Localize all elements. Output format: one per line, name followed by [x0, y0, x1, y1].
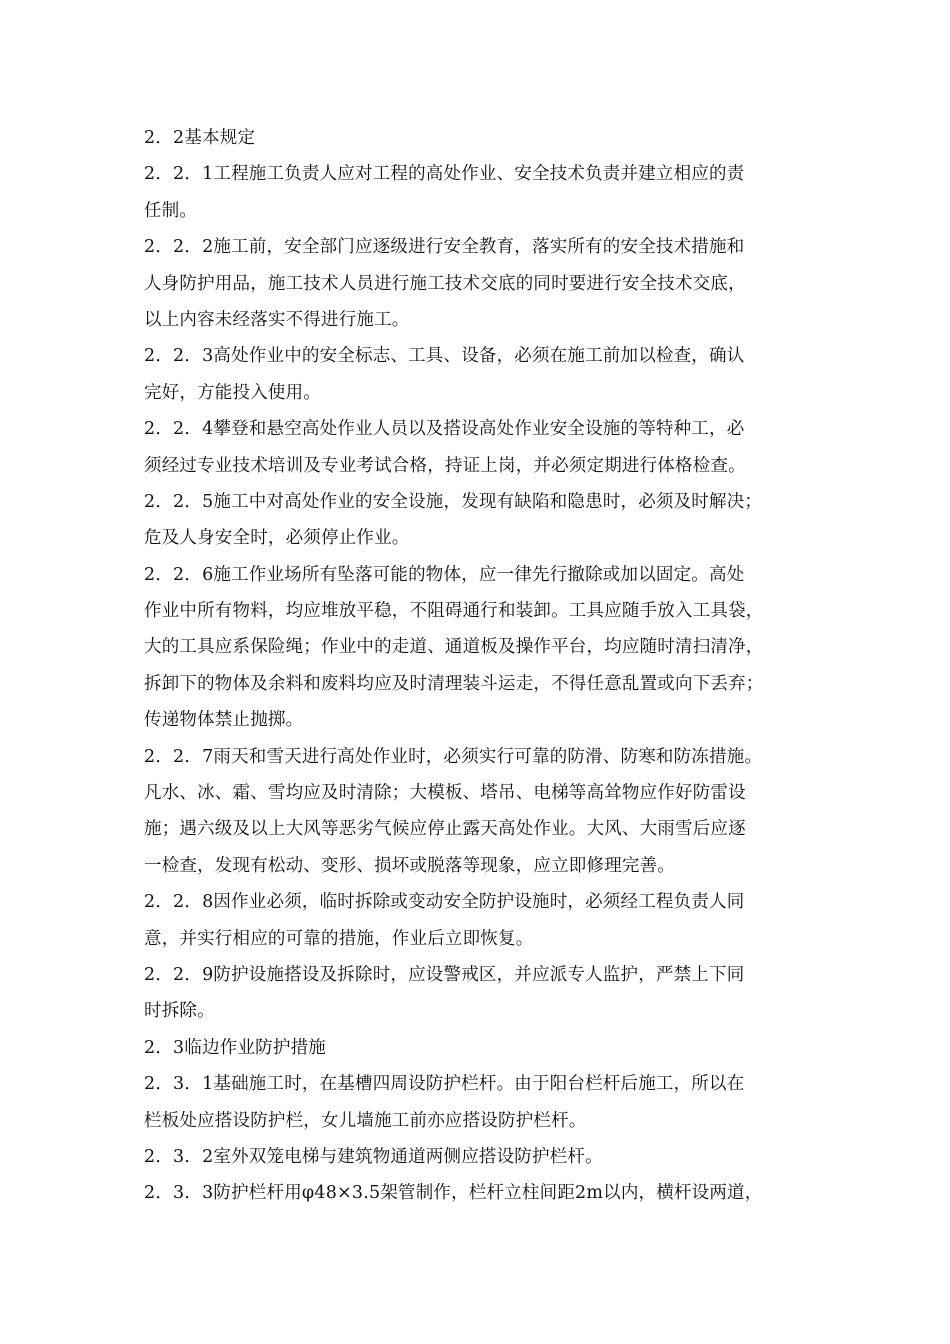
text-line: 2．2．1工程施工负责人应对工程的高处作业、安全技术负责并建立相应的责	[144, 164, 745, 185]
text-line: 凡水、冰、霜、雪均应及时清除；大模板、塔吊、电梯等高耸物应作好防雷设	[144, 783, 746, 804]
text-line: 一检查，发现有松动、变形、损坏或脱落等现象，应立即修理完善。	[144, 855, 675, 876]
text-line: 2．2．7雨天和雪天进行高处作业时，必须实行可靠的防滑、防寒和防冻措施。	[144, 746, 763, 767]
text-line: 大的工具应系保险绳；作业中的走道、通道板及操作平台，均应随时清扫清净，	[144, 637, 764, 658]
text-line: 2．2．5施工中对高处作业的安全设施，发现有缺陷和隐患时，必须及时解决；	[144, 491, 763, 512]
text-line: 2．2．4攀登和悬空高处作业人员以及搭设高处作业安全设施的等特种工，必	[144, 419, 745, 440]
text-line: 拆卸下的物体及余料和废料均应及时清理装斗运走，不得任意乱置或向下丢弃；	[144, 673, 764, 694]
text-line: 2．2．8因作业必须，临时拆除或变动安全防护设施时，必须经工程负责人同	[144, 892, 745, 913]
text-line: 须经过专业技术培训及专业考试合格，持证上岗，并必须定期进行体格检查。	[144, 455, 746, 476]
text-line: 作业中所有物料，均应堆放平稳，不阻碍通行和装卸。工具应随手放入工具袋，	[144, 601, 764, 622]
text-line: 危及人身安全时，必须停止作业。	[144, 528, 410, 549]
text-line: 2．3．1基础施工时，在基槽四周设防护栏杆。由于阳台栏杆后施工，所以在	[144, 1074, 745, 1095]
text-line: 2．3．3防护栏杆用φ48×3.5架管制作，栏杆立柱间距2m以内，横杆设两道，	[144, 1183, 763, 1204]
text-line: 传递物体禁止抛掷。	[144, 710, 304, 731]
text-line: 2．2．9防护设施搭设及拆除时，应设警戒区，并应派专人监护，严禁上下同	[144, 964, 745, 985]
section-heading: 2．3临边作业防护措施	[144, 1037, 326, 1058]
text-line: 施；遇六级及以上大风等恶劣气候应停止露天高处作业。大风、大雨雪后应逐	[144, 819, 746, 840]
text-line: 2．2．3高处作业中的安全标志、工具、设备，必须在施工前加以检查，确认	[144, 346, 745, 367]
text-line: 2．3．2室外双笼电梯与建筑物通道两侧应搭设防护栏杆。	[144, 1146, 603, 1167]
text-line: 2．2．2施工前，安全部门应逐级进行安全教育，落实所有的安全技术措施和	[144, 237, 745, 258]
text-line: 2．2．6施工作业场所有坠落可能的物体，应一律先行撤除或加以固定。高处	[144, 564, 745, 585]
text-line: 以上内容未经落实不得进行施工。	[144, 309, 410, 330]
text-line: 时拆除。	[144, 1001, 215, 1022]
section-heading: 2．2基本规定	[144, 128, 256, 148]
text-line: 任制。	[144, 200, 198, 221]
text-line: 栏板处应搭设防护栏，女儿墙施工前亦应搭设防护栏杆。	[144, 1110, 587, 1131]
text-line: 意，并实行相应的可靠的措施，作业后立即恢复。	[144, 928, 534, 949]
text-line: 人身防护用品，施工技术人员进行施工技术交底的同时要进行安全技术交底，	[144, 273, 746, 294]
text-line: 完好，方能投入使用。	[144, 382, 321, 403]
document-body	[144, 120, 844, 1212]
